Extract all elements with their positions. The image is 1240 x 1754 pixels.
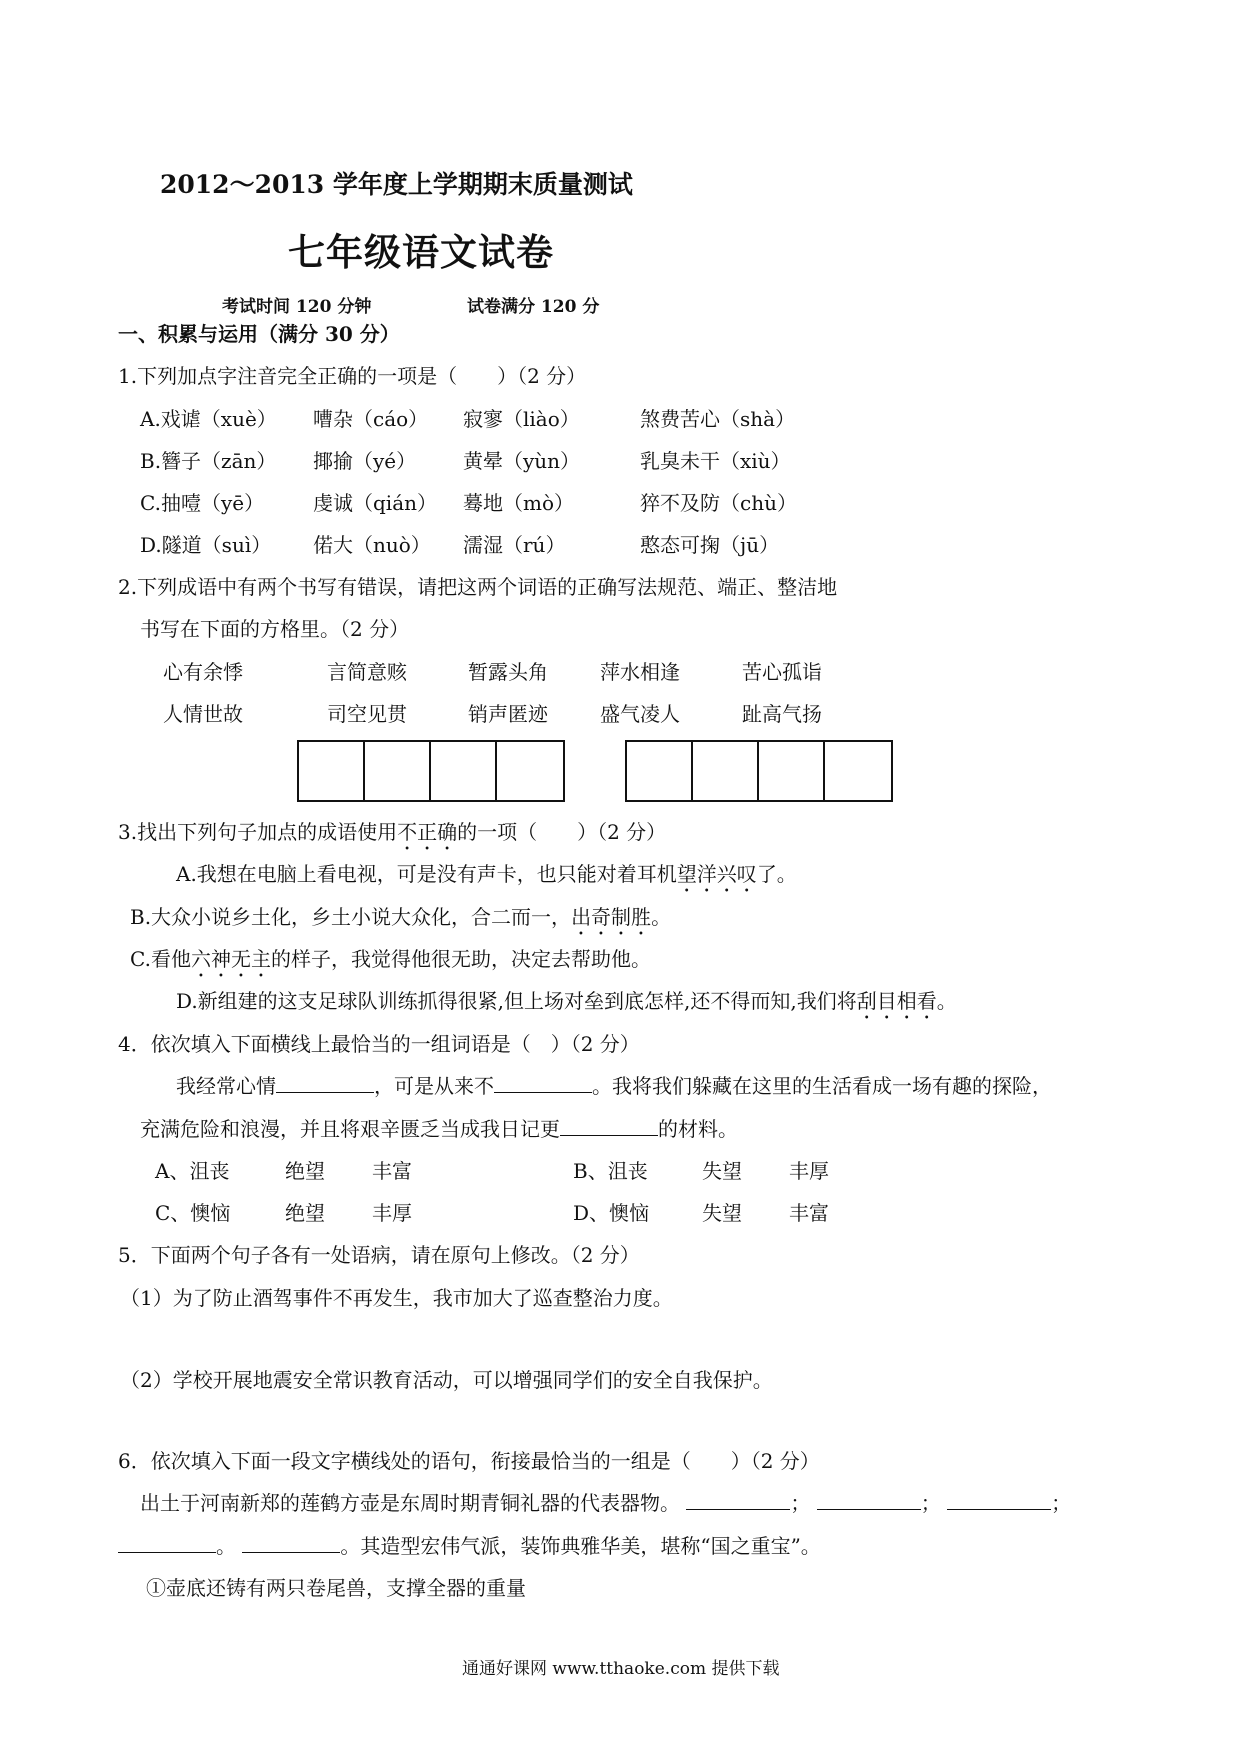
q6-passage-line1: 出土于河南新郑的莲鹤方壶是东周时期青铜礼器的代表器物。 ； ； ； <box>140 1491 1072 1515</box>
answer-cell[interactable] <box>759 742 825 800</box>
fill-blank[interactable] <box>494 1074 592 1093</box>
fill-blank[interactable] <box>276 1074 374 1093</box>
q1-option: 黄晕（yùn） <box>463 449 581 473</box>
q5-sentence-2: （2）学校开展地震安全常识教育活动，可以增强同学们的安全自我保护。 <box>120 1368 773 1392</box>
section-heading: 一、积累与运用（满分 30 分） <box>118 322 400 346</box>
q1-option: 猝不及防（chù） <box>640 491 797 515</box>
q1-option: A.戏谑（xuè） <box>140 407 277 431</box>
answer-cell[interactable] <box>299 742 365 800</box>
q1-option: 虔诚（qián） <box>313 491 438 515</box>
q1-option: 偌大（nuò） <box>313 533 431 557</box>
q6-passage-line2: 。 。其造型宏伟气派，装饰典雅华美，堪称“国之重宝”。 <box>118 1530 821 1559</box>
fill-blank[interactable] <box>242 1534 340 1553</box>
q1-option: 揶揄（yé） <box>313 449 417 473</box>
idiom: 言简意赅 <box>327 660 407 684</box>
fill-blank[interactable] <box>947 1491 1051 1510</box>
idiom: 苦心孤诣 <box>742 660 822 684</box>
q4-option: 丰富 <box>372 1159 412 1183</box>
q1-option: 嘈杂（cáo） <box>313 407 429 431</box>
q4-option: 绝望 <box>285 1201 325 1225</box>
q1-option: B.簪子（zān） <box>140 449 277 473</box>
q3-option-c: C.看他六神无主的样子，我觉得他很无助，决定去帮助他。 <box>130 947 651 971</box>
q1-option: 蓦地（mò） <box>463 491 575 515</box>
q4-passage-line1: 我经常心情 ，可是从来不 。我将我们躲藏在这里的生活看成一场有趣的探险， <box>176 1074 1052 1098</box>
exam-time: 考试时间 120 分钟 <box>222 297 372 317</box>
q4-option: 丰厚 <box>372 1201 412 1225</box>
answer-cell[interactable] <box>497 742 563 800</box>
q4-option: 绝望 <box>285 1159 325 1183</box>
full-score: 试卷满分 120 分 <box>467 297 600 317</box>
q2-stem-line1: 2.下列成语中有两个书写有错误，请把这两个词语的正确写法规范、端正、整洁地 <box>118 575 838 599</box>
q1-option: 濡湿（rú） <box>463 533 566 557</box>
answer-cell[interactable] <box>693 742 759 800</box>
answer-cell[interactable] <box>825 742 891 800</box>
idiom: 盛气凌人 <box>600 702 680 726</box>
q6-option-1: ①壶底还铸有两只卷尾兽，支撑全器的重量 <box>146 1576 526 1600</box>
q1-option: 煞费苦心（shà） <box>640 407 796 431</box>
q6-stem: 6．依次填入下面一段文字横线处的语句，衔接最恰当的一组是（ ）（2 分） <box>118 1449 820 1473</box>
q4-option: A、沮丧 <box>155 1159 230 1183</box>
fill-blank[interactable] <box>118 1534 216 1553</box>
q4-option: C、懊恼 <box>155 1201 231 1225</box>
q4-option: 失望 <box>702 1159 742 1183</box>
q1-option: 寂寥（liào） <box>463 407 580 431</box>
fill-blank[interactable] <box>560 1117 658 1136</box>
school-year-title: 2012～2013 学年度上学期期末质量测试 <box>160 170 633 199</box>
q4-option: B、沮丧 <box>573 1159 648 1183</box>
fill-blank[interactable] <box>817 1491 921 1510</box>
answer-grid-left[interactable] <box>297 740 565 802</box>
q1-option: 憨态可掬（jū） <box>640 533 780 557</box>
q4-option: 失望 <box>702 1201 742 1225</box>
q1-stem: 1.下列加点字注音完全正确的一项是（ ）（2 分） <box>118 364 587 388</box>
idiom: 暂露头角 <box>468 660 548 684</box>
q3-stem: 3.找出下列句子加点的成语使用不正确的一项（ ）（2 分） <box>118 820 667 844</box>
answer-cell[interactable] <box>365 742 431 800</box>
q4-option: 丰富 <box>789 1201 829 1225</box>
q2-stem-line2: 书写在下面的方格里。（2 分） <box>140 617 410 641</box>
q5-sentence-1: （1）为了防止酒驾事件不再发生，我市加大了巡查整治力度。 <box>120 1286 673 1310</box>
answer-grid-right[interactable] <box>625 740 893 802</box>
footer-credit: 通通好课网 www.tthaoke.com 提供下载 <box>462 1659 780 1679</box>
q3-option-d: D.新组建的这支足球队训练抓得很紧,但上场对垒到底怎样,还不得而知,我们将刮目相看。 <box>176 989 957 1013</box>
q1-option: 乳臭未干（xiù） <box>640 449 791 473</box>
fill-blank[interactable] <box>686 1491 790 1510</box>
q1-option: C.抽噎（yē） <box>140 491 265 515</box>
idiom: 人情世故 <box>163 702 243 726</box>
idiom: 心有余悸 <box>163 660 243 684</box>
q1-option: D.隧道（suì） <box>140 533 272 557</box>
q5-stem: 5．下面两个句子各有一处语病，请在原句上修改。（2 分） <box>118 1243 640 1267</box>
q3-option-a: A.我想在电脑上看电视，可是没有声卡，也只能对着耳机望洋兴叹了。 <box>176 862 797 886</box>
idiom: 萍水相逢 <box>600 660 680 684</box>
q4-passage-line2: 充满危险和浪漫，并且将艰辛匮乏当成我日记更 的材料。 <box>140 1117 738 1141</box>
idiom: 销声匿迹 <box>468 702 548 726</box>
answer-cell[interactable] <box>431 742 497 800</box>
q4-option: D、懊恼 <box>573 1201 650 1225</box>
q3-option-b: B.大众小说乡土化，乡土小说大众化，合二而一，出奇制胜。 <box>130 905 672 929</box>
q4-option: 丰厚 <box>789 1159 829 1183</box>
idiom: 司空见贯 <box>327 702 407 726</box>
idiom: 趾高气扬 <box>742 702 822 726</box>
q4-stem: 4．依次填入下面横线上最恰当的一组词语是（ ）（2 分） <box>118 1032 640 1056</box>
answer-cell[interactable] <box>627 742 693 800</box>
paper-title: 七年级语文试卷 <box>288 230 554 274</box>
